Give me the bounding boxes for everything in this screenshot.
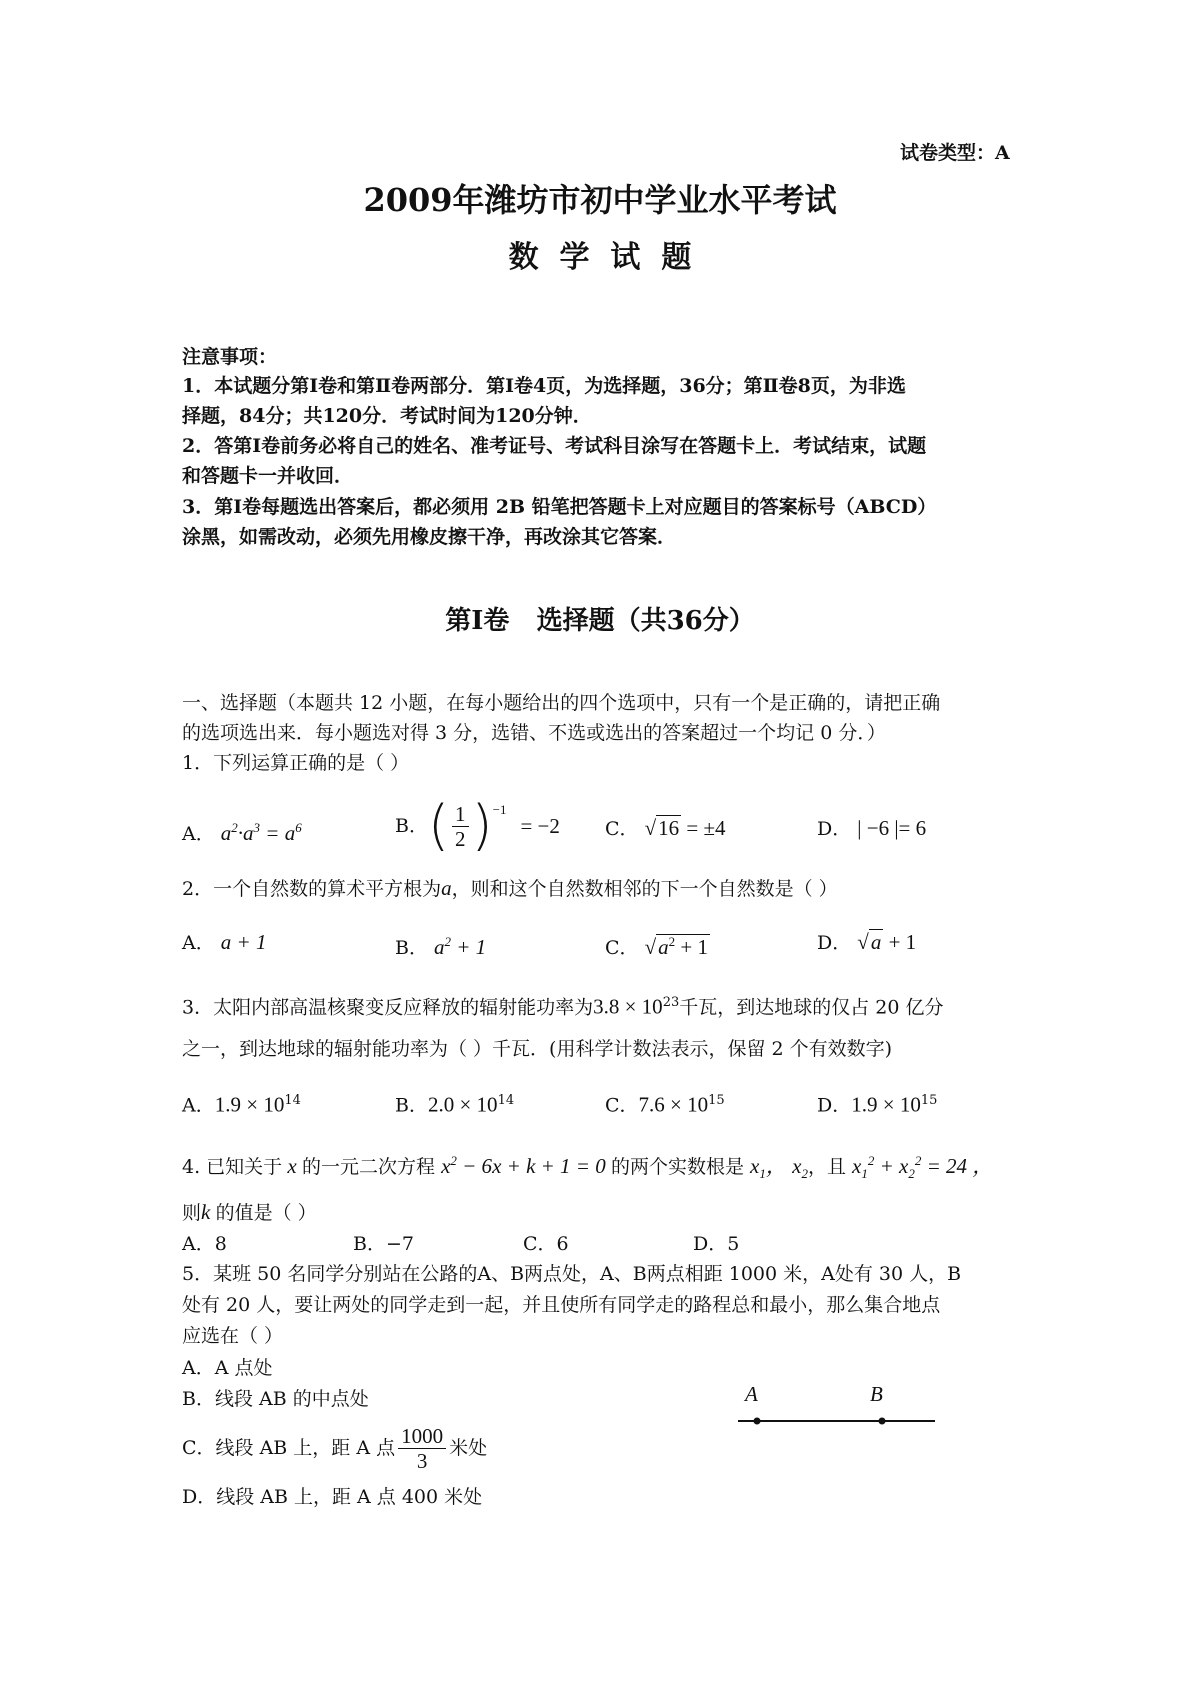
section-title: 第Ⅰ卷 选择题（共36分） (445, 606, 755, 636)
q5-c-fraction (398, 1424, 446, 1473)
q3-c-label: C． (605, 1094, 639, 1117)
q2-b-label: B． (395, 937, 428, 959)
q1-option-d (817, 812, 926, 845)
q3-a-exp: 14 (284, 1093, 301, 1108)
exam-title: 2009年潍坊市初中学业水平考试 (363, 181, 837, 219)
exam-subtitle: 数 学 试 题 (508, 240, 692, 275)
q5-option-c (182, 1418, 487, 1478)
q1-d-label: D． (817, 818, 852, 840)
q1-c-label: C． (605, 818, 639, 840)
q5-option-a: A．A 点处 (182, 1357, 273, 1379)
q1-c-radicand: 16 (658, 816, 680, 840)
point-b-label: B (870, 1382, 883, 1406)
q1-option-a (182, 812, 302, 850)
q5-option-b: B．线段 AB 的中点处 (182, 1388, 369, 1410)
q4-equation: $x^2 - 6x + k + 1 = 0$ (441, 1153, 611, 1178)
instructions-line-2: 的选项选出来．每小题选对得 3 分，选错、不选或选出的答案超过一个均记 0 分．） (182, 722, 886, 744)
q1-b-fraction (452, 802, 469, 851)
q4-condition: $x_1^2 + x_2^2 = 24$ ， (852, 1153, 994, 1182)
q1-b-exp: −1 (492, 802, 507, 817)
q5-option-d: D．线段 AB 上，距 A 点 400 米处 (182, 1486, 483, 1508)
q1-b-rhs: = −2 (520, 814, 560, 838)
q1-stem: 1．下列运算正确的是（ ） (182, 752, 410, 774)
q5-c-den: 3 (416, 1448, 428, 1473)
instructions-line-1: 一、选择题（本题共 12 小题，在每小题给出的四个选项中，只有一个是正确的，请把正确 (182, 692, 941, 714)
q3-option-d (817, 1085, 937, 1121)
q3-d-val: 1.9 × 10 (851, 1092, 921, 1117)
point-a-label: A (745, 1382, 758, 1406)
q3-option-a (182, 1085, 301, 1121)
q5-line-3: 应选在（ ） (182, 1325, 284, 1347)
q4-option-b: B．−7 (353, 1233, 414, 1255)
q3-a-label: A． (182, 1094, 215, 1117)
notice-line-5: 3．第Ⅰ卷每题选出答案后，都必须用 2B 铅笔把答题卡上对应题目的答案标号（ABCD） (182, 496, 937, 518)
q2-option-b (395, 926, 486, 964)
q4-option-a: A．8 (182, 1233, 227, 1255)
q1-a-label: A． (182, 823, 215, 845)
notice-line-1: 1．本试题分第Ⅰ卷和第Ⅱ卷两部分．第Ⅰ卷4页，为选择题，36分；第Ⅱ卷8页，为非选 (182, 375, 906, 397)
q2-b-expr: $a^2 + 1$ (434, 934, 487, 959)
q5-line-1: 5．某班 50 名同学分别站在公路的A、B两点处，A、B两点相距 1000 米，A处有 30 人，B (182, 1263, 962, 1285)
q4-l1-a: 4. 已知关于 (182, 1156, 283, 1178)
q4-option-c: C．6 (523, 1233, 569, 1255)
notice-line-6: 涂黑，如需改动，必须先用橡皮擦干净，再改涂其它答案． (182, 526, 677, 548)
q3-line-2: 之一，到达地球的辐射能功率为（ ）千瓦．(用科学计数法表示，保留 2 个有效数字) (182, 1038, 893, 1060)
q2-a-label: A． (182, 932, 215, 954)
q4-l1-b: 的一元二次方程 (302, 1156, 436, 1178)
q3-l1-pre: 3．太阳内部高温核聚变反应释放的辐射能功率为 (182, 996, 594, 1019)
notice-line-4: 和答题卡一并收回． (182, 465, 354, 487)
q4-l2-b: 的值是（ ） (215, 1202, 317, 1224)
q2-stem (182, 872, 838, 905)
notice-line-2: 择题，84分；共120分．考试时间为120分钟． (182, 405, 592, 427)
paper-type: 试卷类型：A (900, 142, 1010, 164)
q5-c-pre: C．线段 AB 上，距 A 点 (182, 1437, 396, 1459)
q1-d-expr: | −6 |= 6 (857, 816, 927, 840)
q4-line-1 (182, 1145, 993, 1190)
q3-b-exp: 14 (497, 1093, 515, 1108)
q2-option-a (182, 926, 266, 959)
q4-option-d: D．5 (693, 1233, 740, 1255)
segment-ab-svg (730, 1384, 950, 1434)
q3-option-b (395, 1085, 514, 1121)
notice-line-3: 2．答第Ⅰ卷前务必将自己的姓名、准考证号、考试科目涂写在答题卡上．考试结束，试题 (182, 435, 927, 457)
q1-b-right-paren: ) (471, 794, 493, 857)
q1-c-expr: √16 = ±4 (644, 816, 726, 840)
q1-option-b (395, 790, 560, 862)
point-a (754, 1418, 761, 1425)
q3-b-label: B． (395, 1094, 428, 1117)
q3-a-val: 1.9 × 10 (214, 1092, 285, 1117)
q4-var-x: x (282, 1154, 302, 1178)
q2-stem-pre: 2．一个自然数的算术平方根为 (182, 878, 442, 900)
point-b (879, 1418, 886, 1425)
q1-b-label: B． (395, 815, 428, 837)
q1-b-left-paren: ( (427, 794, 450, 857)
q4-l1-d: ，且 (807, 1156, 846, 1178)
notice-heading: 注意事项： (182, 346, 278, 368)
q1-a-expr: $a^2\cdot a^3 = a^6$ (220, 820, 302, 845)
q3-l1-exp: 23 (662, 995, 680, 1010)
q1-b-num: 1 (452, 802, 469, 827)
q1-b-den: 2 (455, 826, 466, 851)
q2-c-expr: $√a^2 + 1$ (644, 934, 708, 959)
q4-line-2 (182, 1196, 317, 1229)
q3-l1-post: 千瓦，到达地球的仅占 20 亿分 (679, 996, 944, 1019)
q4-roots: $x_1$， $x_2$ (750, 1154, 808, 1182)
q4-l1-c: 的两个实数根是 (610, 1156, 744, 1178)
q2-stem-var: a (441, 876, 452, 900)
q1-c-rhs: = ±4 (681, 816, 726, 840)
q2-option-d (817, 926, 916, 959)
q2-c-label: C． (605, 937, 639, 959)
q3-d-exp: 15 (920, 1093, 938, 1108)
q4-l2-a: 则 (182, 1202, 202, 1224)
q3-c-exp: 15 (708, 1093, 725, 1108)
q2-d-expr: √a + 1 (857, 930, 917, 954)
q2-stem-post: ，则和这个自然数相邻的下一个自然数是（ ） (451, 878, 838, 900)
q3-d-label: D． (817, 1094, 852, 1117)
q4-var-k: k (201, 1200, 216, 1224)
q5-c-post: 米处 (449, 1437, 488, 1459)
q3-line-1 (182, 987, 944, 1023)
q3-c-val: 7.6 × 10 (638, 1092, 709, 1117)
q2-a-expr: a + 1 (220, 930, 267, 954)
q5-c-num: 1000 (398, 1424, 446, 1449)
q5-line-2: 处有 20 人，要让两处的同学走到一起，并且使所有同学走的路程总和最小，那么集合地点 (182, 1294, 941, 1316)
q3-b-val: 2.0 × 10 (427, 1092, 498, 1117)
q2-d-label: D． (817, 932, 852, 954)
q2-option-c (605, 926, 710, 964)
q3-l1-num: 3.8 × 10 (593, 994, 663, 1019)
q3-option-c (605, 1085, 725, 1121)
q5-segment-figure (730, 1384, 950, 1434)
q1-option-c (605, 812, 726, 845)
